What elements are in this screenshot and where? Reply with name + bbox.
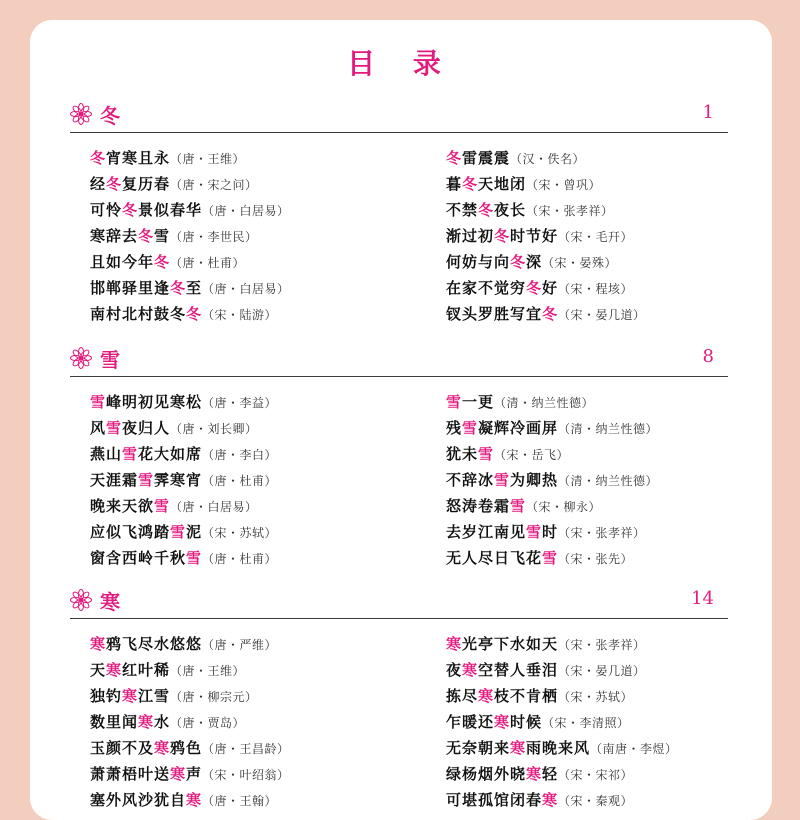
entry-title-text: 绿杨烟外晓 bbox=[446, 765, 527, 783]
toc-entry bbox=[446, 225, 633, 246]
entry-title-text: 玉颜不及 bbox=[90, 739, 155, 757]
entry-author: （宋・张先） bbox=[558, 552, 634, 566]
entry-author: （宋・叶绍翁） bbox=[202, 768, 290, 782]
flower-icon bbox=[70, 589, 92, 611]
section-han bbox=[70, 586, 728, 809]
entry-title-text: 轻 bbox=[542, 765, 559, 783]
section-name: 寒 bbox=[100, 590, 120, 614]
highlight-character: 冬 bbox=[526, 279, 543, 297]
highlight-character: 冬 bbox=[90, 149, 107, 167]
entry-author: （宋・晏几道） bbox=[558, 664, 646, 678]
entry-author: （唐・白居易） bbox=[170, 500, 258, 514]
toc-entry bbox=[90, 633, 277, 654]
toc-entry bbox=[446, 199, 614, 220]
toc-entry bbox=[446, 251, 617, 272]
highlight-character: 雪 bbox=[542, 549, 559, 567]
entry-title-text: 宵寒且永 bbox=[106, 149, 171, 167]
entry-author: （唐・李益） bbox=[202, 396, 278, 410]
entry-title-text: 窗含西岭千秋 bbox=[90, 549, 187, 567]
toc-entry bbox=[90, 417, 258, 438]
toc-entry bbox=[446, 147, 585, 168]
section-dong bbox=[70, 100, 728, 323]
entry-title-text: 犹未 bbox=[446, 445, 479, 463]
entry-author: （宋・晏殊） bbox=[542, 256, 618, 270]
highlight-character: 雪 bbox=[510, 497, 527, 515]
toc-entry bbox=[90, 495, 258, 516]
entry-author: （宋・李清照） bbox=[542, 716, 630, 730]
entry-title-text: 鸦色 bbox=[170, 739, 203, 757]
entry-author: （清・纳兰性德） bbox=[558, 474, 659, 488]
entry-title-text: 天 bbox=[90, 661, 107, 679]
toc-entry bbox=[446, 495, 601, 516]
section-name: 雪 bbox=[100, 348, 120, 372]
highlight-character: 寒 bbox=[122, 687, 139, 705]
highlight-character: 雪 bbox=[122, 445, 139, 463]
page-title: 目 录 bbox=[347, 47, 455, 80]
toc-entry bbox=[90, 199, 290, 220]
highlight-character: 寒 bbox=[494, 713, 511, 731]
toc-entry bbox=[90, 391, 277, 412]
entry-author: （宋・秦观） bbox=[558, 794, 634, 808]
entry-author: （唐・白居易） bbox=[202, 204, 290, 218]
entry-author: （宋・岳飞） bbox=[494, 448, 570, 462]
toc-entry bbox=[446, 711, 630, 732]
entry-author: （唐・王翰） bbox=[202, 794, 278, 808]
highlight-character: 寒 bbox=[154, 739, 171, 757]
entry-title-text: 霁寒宵 bbox=[154, 471, 203, 489]
highlight-character: 雪 bbox=[154, 497, 171, 515]
flower-icon bbox=[70, 347, 92, 369]
entry-author: （清・纳兰性德） bbox=[494, 396, 595, 410]
entry-title-text: 光亭下水如天 bbox=[462, 635, 559, 653]
toc-entry bbox=[90, 147, 245, 168]
entry-author: （唐・严维） bbox=[202, 638, 278, 652]
entry-title-text: 寒辞去 bbox=[90, 227, 139, 245]
toc-entry bbox=[90, 225, 258, 246]
entry-title-text: 燕山 bbox=[90, 445, 123, 463]
highlight-character: 寒 bbox=[138, 713, 155, 731]
highlight-character: 寒 bbox=[170, 765, 187, 783]
toc-entry bbox=[90, 251, 245, 272]
highlight-character: 冬 bbox=[446, 149, 463, 167]
toc-entry bbox=[446, 173, 601, 194]
highlight-character: 冬 bbox=[494, 227, 511, 245]
entry-title-text: 泥 bbox=[186, 523, 203, 541]
entry-title-text: 夜长 bbox=[494, 201, 527, 219]
entry-title-text: 拣尽 bbox=[446, 687, 479, 705]
highlight-character: 冬 bbox=[186, 305, 203, 323]
entry-author: （唐・杜甫） bbox=[202, 552, 278, 566]
entry-title-text: 何妨与向 bbox=[446, 253, 511, 271]
highlight-character: 雪 bbox=[186, 549, 203, 567]
entry-author: （唐・王维） bbox=[170, 152, 246, 166]
toc-entry bbox=[446, 633, 646, 654]
entry-title-text: 为卿热 bbox=[510, 471, 559, 489]
toc-entry bbox=[446, 277, 633, 298]
toc-entry bbox=[446, 659, 646, 680]
toc-entry bbox=[90, 711, 245, 732]
entry-title-text: 时候 bbox=[510, 713, 543, 731]
highlight-character: 冬 bbox=[106, 175, 123, 193]
entry-title-text: 怒涛卷霜 bbox=[446, 497, 511, 515]
entry-title-text: 夜归人 bbox=[122, 419, 171, 437]
toc-entry bbox=[90, 737, 290, 758]
highlight-character: 冬 bbox=[170, 279, 187, 297]
highlight-character: 寒 bbox=[106, 661, 123, 679]
entry-title-text: 乍暖还 bbox=[446, 713, 495, 731]
toc-entry bbox=[446, 443, 569, 464]
entry-title-text: 无人尽日飞花 bbox=[446, 549, 543, 567]
toc-entry bbox=[446, 547, 633, 568]
entry-title-text: 可堪孤馆闭春 bbox=[446, 791, 543, 809]
highlight-character: 雪 bbox=[170, 523, 187, 541]
highlight-character: 雪 bbox=[526, 523, 543, 541]
highlight-character: 雪 bbox=[90, 393, 107, 411]
entry-author: （唐・王维） bbox=[170, 664, 246, 678]
entry-title-text: 应似飞鸿踏 bbox=[90, 523, 171, 541]
toc-entry bbox=[446, 521, 646, 542]
entry-author: （南唐・李煜） bbox=[590, 742, 678, 756]
entry-title-text: 好 bbox=[542, 279, 559, 297]
toc-entry bbox=[90, 173, 258, 194]
entry-author: （宋・苏轼） bbox=[558, 690, 634, 704]
toc-entry bbox=[446, 469, 658, 490]
section-header bbox=[70, 586, 728, 619]
highlight-character: 雪 bbox=[446, 393, 463, 411]
entry-title-text: 晚来天欲 bbox=[90, 497, 155, 515]
entry-author: （宋・张孝祥） bbox=[558, 638, 646, 652]
entry-author: （宋・曾巩） bbox=[526, 178, 602, 192]
highlight-character: 寒 bbox=[478, 687, 495, 705]
highlight-character: 雪 bbox=[462, 419, 479, 437]
toc-entry bbox=[446, 303, 646, 324]
entry-author: （宋・晏几道） bbox=[558, 308, 646, 322]
entry-title-text: 暮 bbox=[446, 175, 463, 193]
toc-entry bbox=[90, 685, 258, 706]
highlight-character: 冬 bbox=[510, 253, 527, 271]
entry-title-text: 不禁 bbox=[446, 201, 479, 219]
toc-entry bbox=[446, 763, 633, 784]
entry-title-text: 在家不觉穷 bbox=[446, 279, 527, 297]
highlight-character: 寒 bbox=[90, 635, 107, 653]
entry-title-text: 天地闭 bbox=[478, 175, 527, 193]
highlight-character: 寒 bbox=[462, 661, 479, 679]
entry-title-text: 复历春 bbox=[122, 175, 171, 193]
entry-author: （清・纳兰性德） bbox=[558, 422, 659, 436]
entry-title-text: 景似春华 bbox=[138, 201, 203, 219]
entry-author: （唐・刘长卿） bbox=[170, 422, 258, 436]
toc-entry bbox=[90, 659, 245, 680]
highlight-character: 冬 bbox=[122, 201, 139, 219]
highlight-character: 冬 bbox=[154, 253, 171, 271]
entry-title-text: 红叶稀 bbox=[122, 661, 171, 679]
entry-title-text: 鸦飞尽水悠悠 bbox=[106, 635, 203, 653]
toc-entry bbox=[90, 303, 277, 324]
entry-title-text: 不辞冰 bbox=[446, 471, 495, 489]
entry-title-text: 残 bbox=[446, 419, 463, 437]
highlight-character: 冬 bbox=[462, 175, 479, 193]
entry-author: （唐・柳宗元） bbox=[170, 690, 258, 704]
entry-author: （唐・杜甫） bbox=[202, 474, 278, 488]
toc-entry bbox=[446, 737, 678, 758]
entry-author: （宋・柳永） bbox=[526, 500, 602, 514]
entry-title-text: 雨晚来风 bbox=[526, 739, 591, 757]
section-header bbox=[70, 344, 728, 377]
highlight-character: 雪 bbox=[106, 419, 123, 437]
toc-entry bbox=[90, 469, 277, 490]
entry-author: （唐・宋之问） bbox=[170, 178, 258, 192]
entry-title-text: 塞外风沙犹自 bbox=[90, 791, 187, 809]
entry-author: （唐・贾岛） bbox=[170, 716, 246, 730]
entry-author: （宋・宋祁） bbox=[558, 768, 634, 782]
entry-author: （宋・程垓） bbox=[558, 282, 634, 296]
entry-title-text: 凝辉冷画屏 bbox=[478, 419, 559, 437]
toc-entry bbox=[90, 277, 290, 298]
entry-author: （宋・苏轼） bbox=[202, 526, 278, 540]
entry-title-text: 江雪 bbox=[138, 687, 171, 705]
highlight-character: 冬 bbox=[542, 305, 559, 323]
entry-title-text: 夜 bbox=[446, 661, 463, 679]
entry-title-text: 天涯霜 bbox=[90, 471, 139, 489]
entry-title-text: 雪 bbox=[154, 227, 171, 245]
entry-title-text: 空替人垂泪 bbox=[478, 661, 559, 679]
entry-title-text: 渐过初 bbox=[446, 227, 495, 245]
toc-entry bbox=[446, 391, 594, 412]
highlight-character: 冬 bbox=[478, 201, 495, 219]
entry-title-text: 独钓 bbox=[90, 687, 123, 705]
entry-title-text: 钗头罗胜写宜 bbox=[446, 305, 543, 323]
entry-title-text: 时 bbox=[542, 523, 559, 541]
entry-title-text: 峰明初见寒松 bbox=[106, 393, 203, 411]
entry-title-text: 枝不肯栖 bbox=[494, 687, 559, 705]
entry-title-text: 声 bbox=[186, 765, 203, 783]
entry-author: （汉・佚名） bbox=[510, 152, 586, 166]
entry-title-text: 水 bbox=[154, 713, 171, 731]
entry-title-text: 时节好 bbox=[510, 227, 559, 245]
entry-title-text: 数里闻 bbox=[90, 713, 139, 731]
entry-title-text: 至 bbox=[186, 279, 203, 297]
entry-author: （宋・毛幵） bbox=[558, 230, 634, 244]
highlight-character: 寒 bbox=[446, 635, 463, 653]
entry-author: （唐・李世民） bbox=[170, 230, 258, 244]
highlight-character: 寒 bbox=[542, 791, 559, 809]
highlight-character: 冬 bbox=[138, 227, 155, 245]
section-page-number: 8 bbox=[702, 346, 714, 367]
entry-author: （宋・陆游） bbox=[202, 308, 278, 322]
entry-author: （唐・李白） bbox=[202, 448, 278, 462]
entry-author: （宋・张孝祥） bbox=[526, 204, 614, 218]
entry-title-text: 萧萧梧叶送 bbox=[90, 765, 171, 783]
entry-title-text: 深 bbox=[526, 253, 543, 271]
highlight-character: 雪 bbox=[494, 471, 511, 489]
toc-entry bbox=[446, 685, 633, 706]
toc-page bbox=[30, 20, 772, 820]
entry-title-text: 且如今年 bbox=[90, 253, 155, 271]
section-page-number: 1 bbox=[702, 102, 714, 123]
section-name: 冬 bbox=[100, 104, 120, 128]
highlight-character: 寒 bbox=[186, 791, 203, 809]
entry-author: （唐・杜甫） bbox=[170, 256, 246, 270]
toc-entry bbox=[90, 763, 290, 784]
entry-title-text: 花大如席 bbox=[138, 445, 203, 463]
entry-author: （唐・王昌龄） bbox=[202, 742, 290, 756]
entry-title-text: 去岁江南见 bbox=[446, 523, 527, 541]
entry-author: （宋・张孝祥） bbox=[558, 526, 646, 540]
entry-title-text: 一更 bbox=[462, 393, 495, 411]
highlight-character: 寒 bbox=[526, 765, 543, 783]
highlight-character: 雪 bbox=[478, 445, 495, 463]
entry-title-text: 邯郸驿里逢 bbox=[90, 279, 171, 297]
toc-entry bbox=[446, 417, 658, 438]
flower-icon bbox=[70, 103, 92, 125]
section-xue bbox=[70, 344, 728, 567]
entry-title-text: 无奈朝来 bbox=[446, 739, 511, 757]
toc-entry bbox=[90, 547, 277, 568]
entry-title-text: 经 bbox=[90, 175, 107, 193]
entry-title-text: 风 bbox=[90, 419, 107, 437]
toc-entry bbox=[90, 443, 277, 464]
highlight-character: 寒 bbox=[510, 739, 527, 757]
entry-title-text: 雷震震 bbox=[462, 149, 511, 167]
highlight-character: 雪 bbox=[138, 471, 155, 489]
section-header bbox=[70, 100, 728, 133]
section-page-number: 14 bbox=[691, 588, 714, 609]
entry-title-text: 可怜 bbox=[90, 201, 123, 219]
entry-author: （唐・白居易） bbox=[202, 282, 290, 296]
toc-entry bbox=[90, 521, 277, 542]
entry-title-text: 南村北村鼓冬 bbox=[90, 305, 187, 323]
